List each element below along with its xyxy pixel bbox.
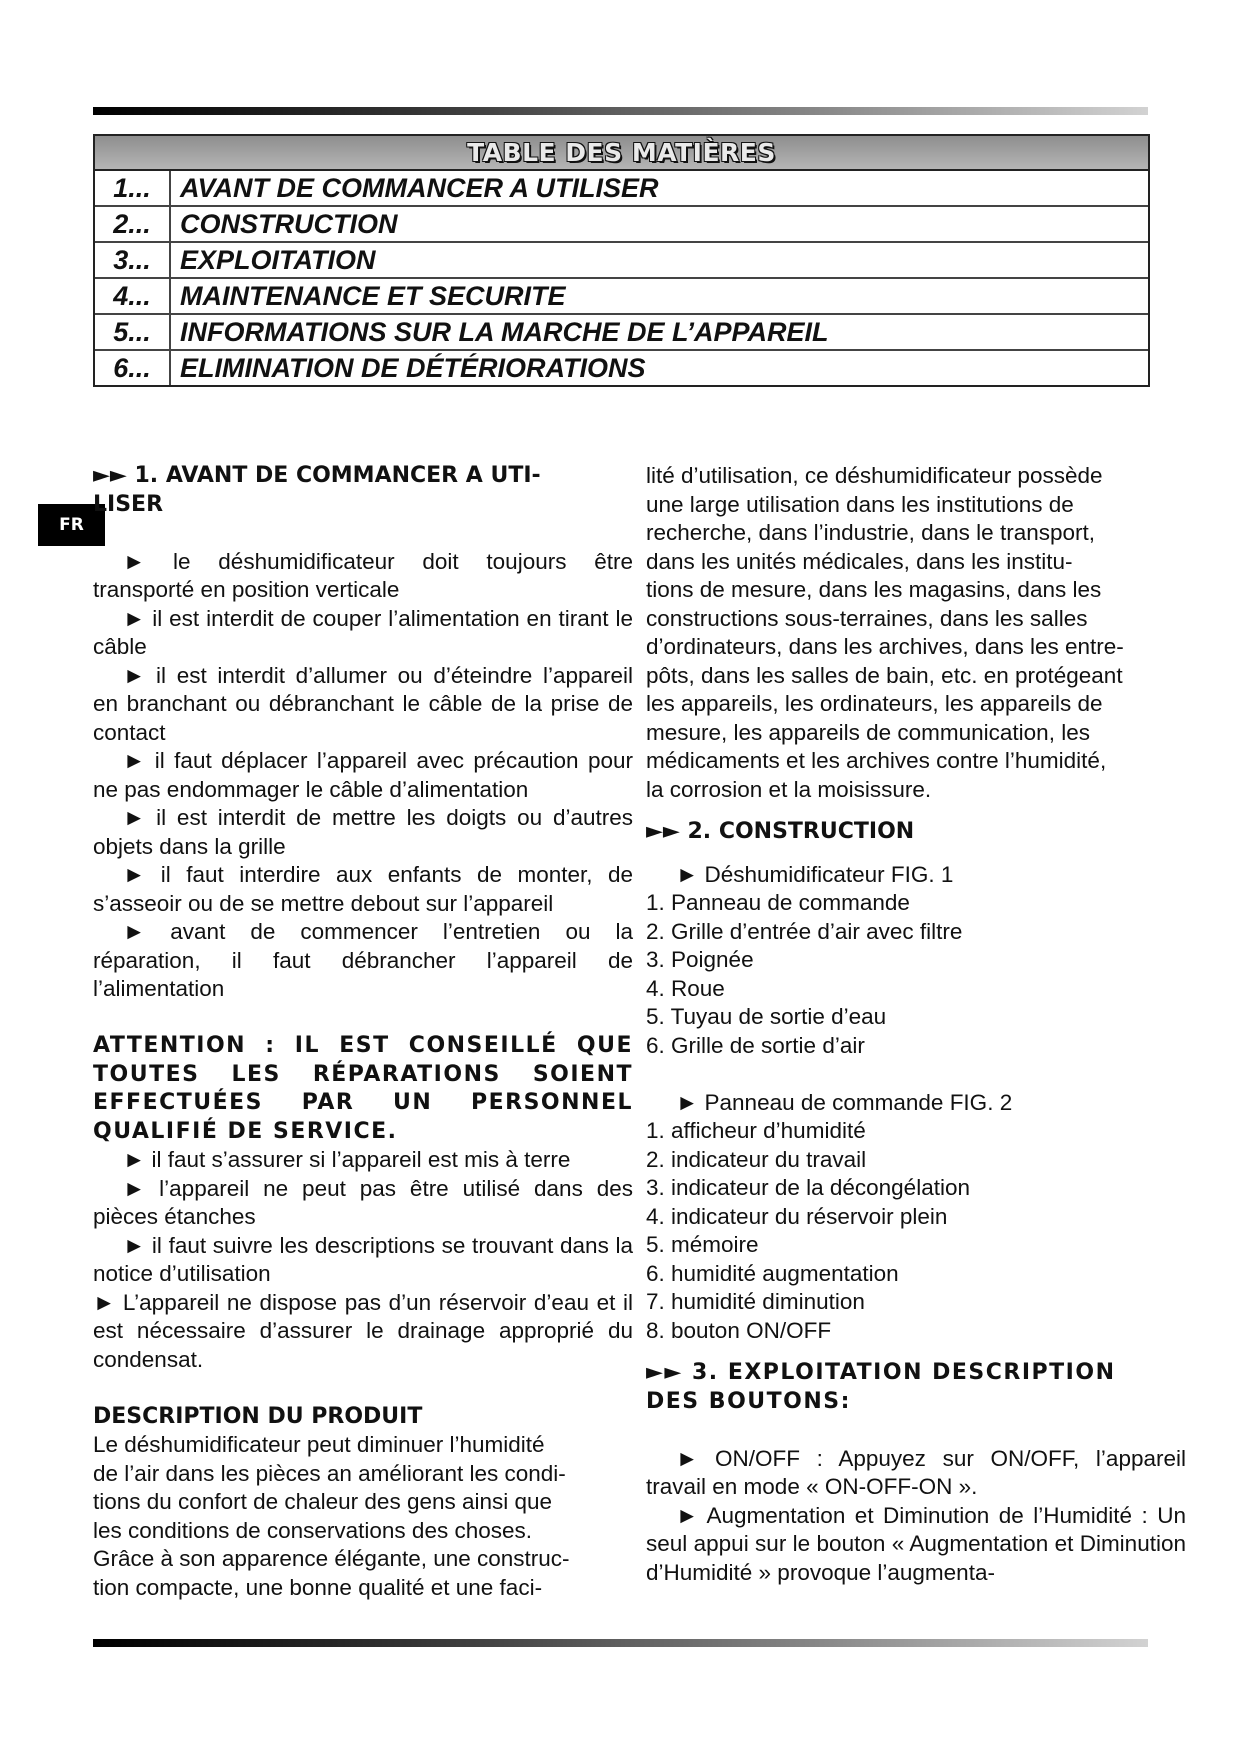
description-line: les appareils, les ordinateurs, les appareils de <box>646 691 1103 716</box>
fig1-title: ► Déshumidificateur FIG. 1 <box>676 861 954 887</box>
left-column <box>93 462 633 1602</box>
section3-heading-line2: DES BOUTONS: <box>646 1388 851 1414</box>
toc-row <box>95 243 1148 279</box>
toc-row <box>95 315 1148 351</box>
fig2-title: ► Panneau de commande FIG. 2 <box>676 1089 1013 1115</box>
list-item: 3. indicateur de la décongélation <box>646 1175 970 1200</box>
bullet-item: ► il est interdit d’allumer ou d’éteindre l’appareil en branchant ou débranchant le câble de la prise de contact <box>93 662 633 745</box>
bullet-item: ► il faut s’assurer si l’appareil est mis à terre <box>123 1147 571 1172</box>
bullet-item: ► il faut suivre les descriptions se trouvant dans la notice d’utilisation <box>93 1232 633 1286</box>
description-line: constructions sous-terraines, dans les salles <box>646 605 1088 631</box>
list-item: 4. indicateur du réservoir plein <box>646 1203 948 1229</box>
description-line: Grâce à son apparence élégante, une construc- <box>93 1546 570 1571</box>
toc-row-title: EXPLOITATION <box>180 244 376 275</box>
bullet-item: ► il est interdit de couper l’alimentation en tirant le câble <box>93 605 633 659</box>
list-item: 3. Poignée <box>646 947 754 972</box>
toc-row-title: MAINTENANCE ET SECURITE <box>180 280 566 311</box>
list-item: 2. indicateur du travail <box>646 1146 867 1172</box>
list-item: 6. Grille de sortie d’air <box>646 1032 865 1058</box>
description-line: tions du confort de chaleur des gens ainsi que <box>93 1489 553 1514</box>
description-line: Le déshumidificateur peut diminuer l’humidité <box>93 1432 545 1457</box>
list-item: 1. afficheur d’humidité <box>646 1118 866 1143</box>
list-item: 4. Roue <box>646 975 725 1001</box>
toc-row-title: CONSTRUCTION <box>180 208 398 239</box>
toc-heading: TABLE DES MATIÈRES <box>95 136 1148 171</box>
description-line: les conditions de conservations des choses. <box>93 1517 533 1543</box>
section2-heading: ►► 2. CONSTRUCTION <box>646 819 915 844</box>
right-column <box>646 462 1186 1587</box>
toc-row-title: AVANT DE COMMANCER A UTILISER <box>180 172 659 203</box>
description-line: la corrosion et la moisissure. <box>646 776 932 802</box>
toc-row <box>95 207 1148 243</box>
toc-row-number: 1... <box>95 171 171 205</box>
description-line: pôts, dans les salles de bain, etc. en protégeant <box>646 662 1123 688</box>
description-heading: DESCRIPTION DU PRODUIT <box>93 1403 423 1429</box>
bullet-item: ► avant de commencer l’entretien ou la réparation, il faut débrancher l’appareil de l’alimentation <box>93 919 633 1001</box>
list-item: 2. Grille d’entrée d’air avec filtre <box>646 918 963 944</box>
description-line: médicaments et les archives contre l’humidité, <box>646 748 1107 773</box>
description-line: une large utilisation dans les institutions de <box>646 491 1074 517</box>
description-line: mesure, les appareils de communication, les <box>646 719 1090 745</box>
bullet-item: ► l’appareil ne peut pas être utilisé dans des pièces étanches <box>93 1175 633 1229</box>
section1-heading-line1: ►► 1. AVANT DE COMMANCER A UTI- <box>93 463 541 488</box>
description-line: recherche, dans l’industrie, dans le transport, <box>646 520 1095 545</box>
attention-heading: ATTENTION : IL EST CONSEILLÉ QUE TOUTES LES RÉPARATIONS SOIENT EFFECTUÉES PAR UN PERSONNEL QUALIFIÉ DE SERVICE. <box>93 1033 633 1144</box>
drain-note: ► L’appareil ne dispose pas d’un réservoir d’eau et il est nécessaire d’assurer le drainage approprié du condensat. <box>93 1289 633 1372</box>
toc-row <box>95 279 1148 315</box>
table-of-contents <box>93 134 1150 387</box>
section3-heading-line1: ►► 3. EXPLOITATION DESCRIPTION <box>646 1360 1116 1385</box>
humidity-description: ► Augmentation et Diminution de l’Humidité : Un seul appui sur le bouton « Augmentation et Diminution d’Humidité » provoque l’augmenta- <box>646 1502 1186 1585</box>
toc-row-number: 3... <box>95 243 171 277</box>
list-item: 7. humidité diminution <box>646 1289 865 1314</box>
description-line: tions de mesure, dans les magasins, dans les <box>646 577 1102 602</box>
bullet-item: ► il faut interdire aux enfants de monter, de s’asseoir ou de se mettre debout sur l’appareil <box>93 862 633 916</box>
list-item: 8. bouton ON/OFF <box>646 1317 832 1343</box>
list-item: 5. mémoire <box>646 1232 759 1257</box>
description-line: d’ordinateurs, dans les archives, dans les entre- <box>646 634 1124 659</box>
list-item: 5. Tuyau de sortie d’eau <box>646 1004 887 1029</box>
list-item: 1. Panneau de commande <box>646 890 910 915</box>
description-line: de l’air dans les pièces an améliorant les condi- <box>93 1460 566 1486</box>
toc-row-number: 4... <box>95 279 171 313</box>
toc-row <box>95 351 1148 385</box>
toc-row <box>95 171 1148 207</box>
list-item: 6. humidité augmentation <box>646 1260 899 1286</box>
toc-row-number: 5... <box>95 315 171 349</box>
description-line: dans les unités médicales, dans les institu- <box>646 548 1073 574</box>
bullet-item: ► le déshumidificateur doit toujours être transporté en position verticale <box>93 548 633 602</box>
section1-heading-line2: LISER <box>93 491 164 517</box>
top-rule <box>93 107 1148 115</box>
toc-row-number: 2... <box>95 207 171 241</box>
bullet-item: ► il faut déplacer l’appareil avec précaution pour ne pas endommager le câble d’alimentation <box>93 748 633 802</box>
toc-row-title: INFORMATIONS SUR LA MARCHE DE L’APPAREIL <box>180 316 829 347</box>
bottom-rule <box>93 1639 1148 1647</box>
bullet-item: ► il est interdit de mettre les doigts ou d’autres objets dans la grille <box>93 805 633 859</box>
description-line: tion compacte, une bonne qualité et une faci- <box>93 1574 543 1600</box>
description-line: lité d’utilisation, ce déshumidificateur possède <box>646 463 1103 488</box>
toc-row-title: ELIMINATION DE DÉTÉRIORATIONS <box>180 352 646 383</box>
language-tab: FR <box>38 504 105 546</box>
onoff-description: ► ON/OFF : Appuyez sur ON/OFF, l’appareil travail en mode « ON-OFF-ON ». <box>646 1445 1186 1499</box>
toc-row-number: 6... <box>95 351 171 385</box>
